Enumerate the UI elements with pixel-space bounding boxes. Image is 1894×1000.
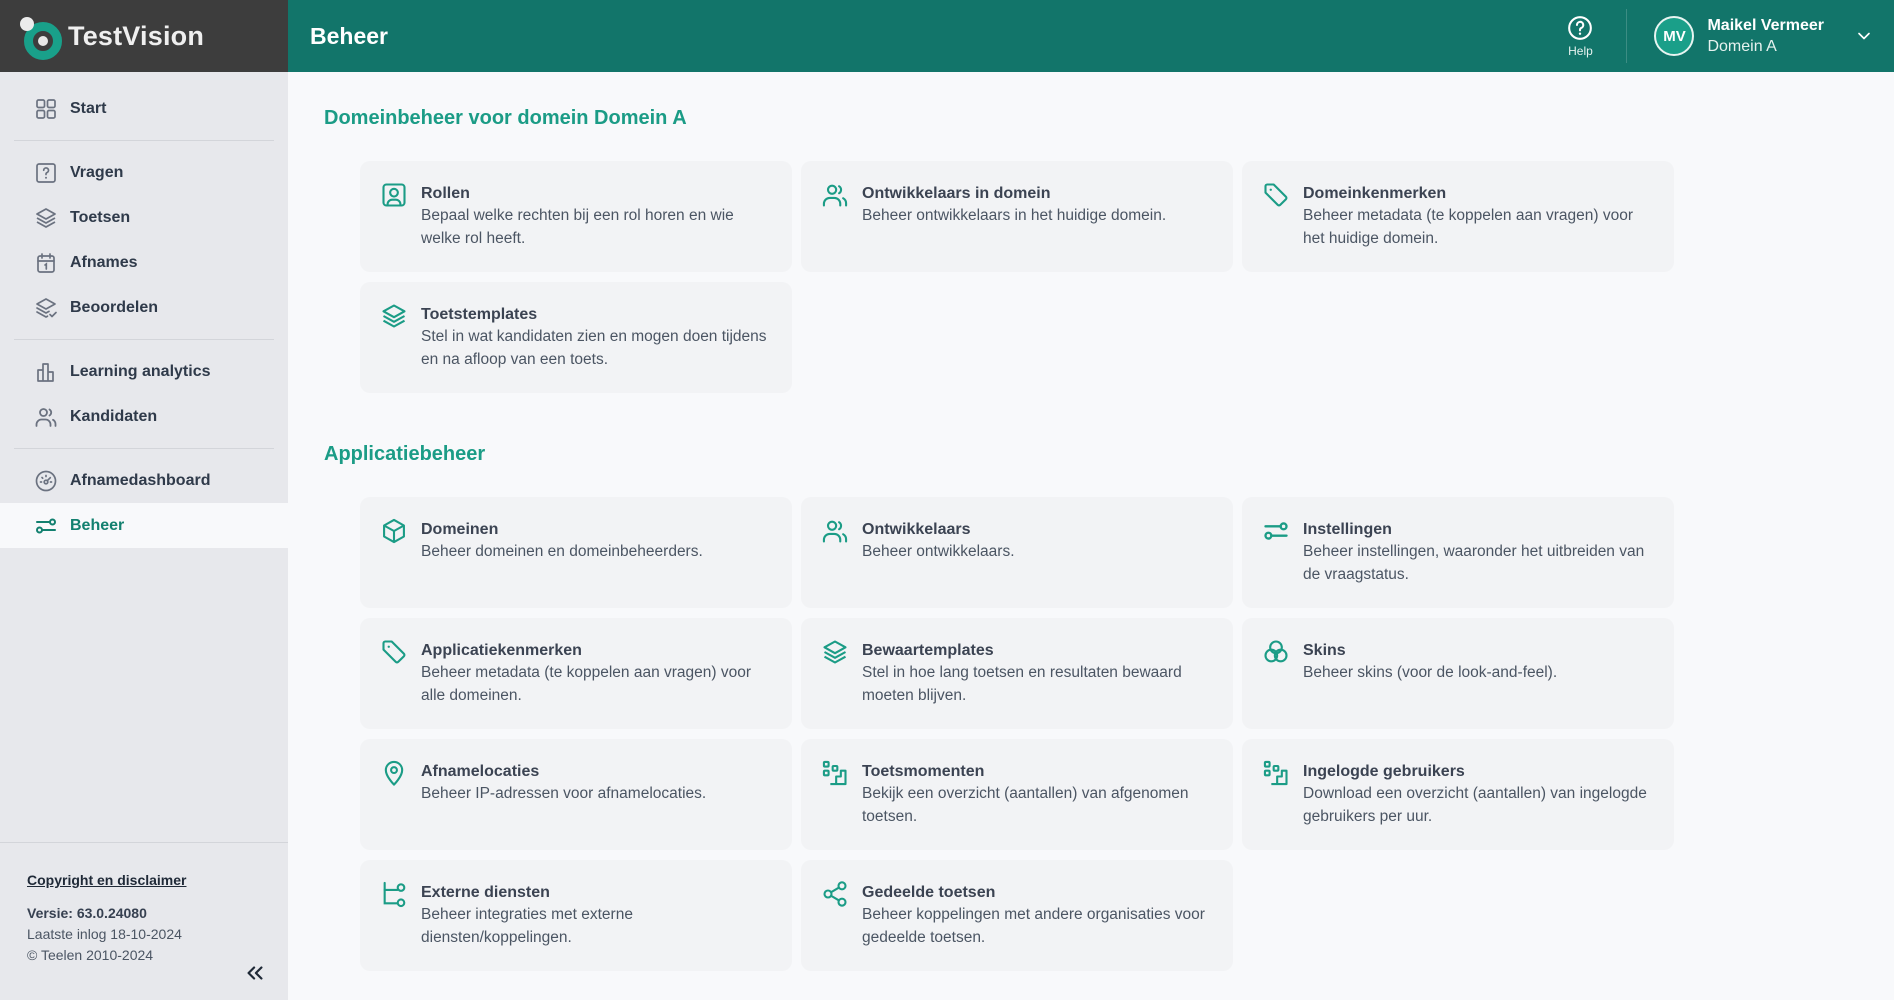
help-label: Help (1568, 43, 1593, 58)
card-title: Ontwikkelaars (862, 521, 971, 538)
page-title: Beheer (310, 22, 388, 49)
card-description: Beheer domeinen en domeinbeheerders. (421, 543, 703, 560)
layers-icon (380, 302, 408, 330)
sidebar-item-label: Start (70, 99, 107, 117)
tag-icon (1262, 181, 1290, 209)
card-title: Rollen (421, 185, 470, 202)
card-description: Bepaal welke rechten bij een rol horen en wie welke rol heeft. (421, 207, 734, 247)
sidebar-item-label: Afnames (70, 253, 138, 271)
version-text: Versie: 63.0.24080 (27, 905, 147, 921)
card-externe-diensten[interactable] (360, 860, 792, 971)
card-rollen[interactable] (360, 161, 792, 272)
sidebar-footer (0, 842, 288, 963)
card-ingelogde-gebruikers[interactable] (1242, 739, 1674, 850)
steps-icon (1262, 759, 1290, 787)
users-icon (821, 517, 849, 545)
header (288, 0, 1894, 72)
card-title: Ingelogde gebruikers (1303, 763, 1465, 780)
brand-name: TestVision (68, 20, 205, 51)
card-ontwikkelaars-in-domein[interactable] (801, 161, 1233, 272)
sidebar-item-label: Toetsen (70, 208, 131, 226)
sidebar-item-beheer[interactable] (0, 503, 288, 548)
card-description: Bekijk een overzicht (aantallen) van afgenomen toetsen. (862, 785, 1189, 825)
domeinbeheer-cards (360, 161, 1674, 393)
grid-icon (34, 97, 58, 121)
user-menu[interactable] (1627, 15, 1894, 57)
card-skins[interactable] (1242, 618, 1674, 729)
sidebar-item-beoordelen[interactable] (0, 285, 288, 330)
layers-icon (34, 206, 58, 230)
collapse-sidebar-button[interactable] (242, 960, 268, 986)
sidebar-item-label: Vragen (70, 163, 124, 181)
card-title: Domeinkenmerken (1303, 185, 1447, 202)
card-toetstemplates[interactable] (360, 282, 792, 393)
last-login-text: Laatste inlog 18-10-2024 (27, 926, 182, 942)
top-bar (0, 0, 1894, 72)
card-title: Ontwikkelaars in domein (862, 185, 1051, 202)
card-bewaartemplates[interactable] (801, 618, 1233, 729)
question-box-icon (34, 161, 58, 185)
sidebar-item-toetsen[interactable] (0, 195, 288, 240)
calendar-icon (34, 251, 58, 275)
card-description: Beheer ontwikkelaars. (862, 543, 1015, 560)
help-button[interactable] (1552, 15, 1608, 58)
card-description: Beheer metadata (te koppelen aan vragen) voor het huidige domein. (1303, 207, 1634, 247)
card-afnamelocaties[interactable] (360, 739, 792, 850)
sidebar-item-learning-analytics[interactable] (0, 349, 288, 394)
bar-chart-icon (34, 360, 58, 384)
sliders-icon (34, 514, 58, 538)
layers-icon (821, 638, 849, 666)
card-title: Bewaartemplates (862, 642, 994, 659)
card-title: Afnamelocaties (421, 763, 540, 780)
copyright-text: © Teelen 2010-2024 (27, 947, 154, 963)
chevron-down-icon[interactable] (1854, 26, 1874, 46)
sidebar-divider (14, 339, 274, 340)
tag-icon (380, 638, 408, 666)
card-description: Stel in wat kandidaten zien en mogen doen tijdens en na afloop van een toets. (421, 328, 767, 368)
circles-icon (1262, 638, 1290, 666)
card-description: Beheer skins (voor de look-and-feel). (1303, 664, 1558, 681)
user-square-icon (380, 181, 408, 209)
card-title: Gedeelde toetsen (862, 884, 996, 901)
brand[interactable] (0, 0, 288, 72)
users-icon (34, 405, 58, 429)
share-icon (821, 880, 849, 908)
card-title: Toetstemplates (421, 306, 538, 323)
user-domain: Domein A (1707, 38, 1777, 55)
card-applicatiekenmerken[interactable] (360, 618, 792, 729)
help-icon (1567, 15, 1593, 41)
sidebar-divider (14, 448, 274, 449)
card-domeinen[interactable] (360, 497, 792, 608)
copyright-disclaimer-link[interactable]: Copyright en disclaimer (27, 872, 187, 888)
card-title: Toetsmomenten (862, 763, 985, 780)
sliders-icon (1262, 517, 1290, 545)
testvision-logo-icon (20, 14, 64, 58)
card-description: Download een overzicht (aantallen) van ingelogde gebruikers per uur. (1303, 785, 1647, 825)
card-title: Skins (1303, 642, 1346, 659)
card-description: Beheer koppelingen met andere organisaties voor gedeelde toetsen. (862, 906, 1205, 946)
sidebar-item-label: Kandidaten (70, 407, 158, 425)
users-icon (821, 181, 849, 209)
card-ontwikkelaars[interactable] (801, 497, 1233, 608)
card-title: Externe diensten (421, 884, 550, 901)
card-description: Beheer IP-adressen voor afnamelocaties. (421, 785, 707, 802)
sidebar-item-afnamedashboard[interactable] (0, 458, 288, 503)
card-instellingen[interactable] (1242, 497, 1674, 608)
card-description: Beheer ontwikkelaars in het huidige domein. (862, 207, 1167, 224)
card-description: Stel in hoe lang toetsen en resultaten bewaard moeten blijven. (862, 664, 1182, 704)
sidebar-item-kandidaten[interactable] (0, 394, 288, 439)
main-content (288, 72, 1894, 1000)
steps-icon (821, 759, 849, 787)
section-title-domeinbeheer: Domeinbeheer voor domein Domein A (324, 107, 687, 129)
layers-check-icon (34, 296, 58, 320)
card-title: Domeinen (421, 521, 499, 538)
sidebar-item-label: Learning analytics (70, 362, 211, 380)
branch-icon (380, 880, 408, 908)
card-gedeelde-toetsen[interactable] (801, 860, 1233, 971)
card-title: Instellingen (1303, 521, 1392, 538)
sidebar-item-label: Beheer (70, 516, 125, 534)
card-description: Beheer instellingen, waaronder het uitbreiden van de vraagstatus. (1303, 543, 1645, 583)
header-actions (1552, 0, 1894, 72)
sidebar-item-afnames[interactable] (0, 240, 288, 285)
card-description: Beheer integraties met externe diensten/koppelingen. (421, 906, 633, 946)
card-toetsmomenten[interactable] (801, 739, 1233, 850)
sidebar (0, 72, 288, 1000)
gauge-icon (34, 469, 58, 493)
chevrons-left-icon (244, 962, 266, 984)
section-title-applicatiebeheer: Applicatiebeheer (324, 443, 486, 465)
sidebar-item-label: Beoordelen (70, 298, 159, 316)
card-description: Beheer metadata (te koppelen aan vragen) voor alle domeinen. (421, 664, 752, 704)
user-name: Maikel Vermeer (1707, 17, 1824, 34)
applicatiebeheer-cards (360, 497, 1674, 971)
avatar: MV (1654, 16, 1694, 56)
sidebar-item-vragen[interactable] (0, 150, 288, 195)
sidebar-item-start[interactable] (0, 86, 288, 131)
sidebar-item-label: Afnamedashboard (70, 471, 211, 489)
map-pin-icon (380, 759, 408, 787)
sidebar-divider (14, 140, 274, 141)
card-domeinkenmerken[interactable] (1242, 161, 1674, 272)
card-title: Applicatiekenmerken (421, 642, 582, 659)
cube-icon (380, 517, 408, 545)
